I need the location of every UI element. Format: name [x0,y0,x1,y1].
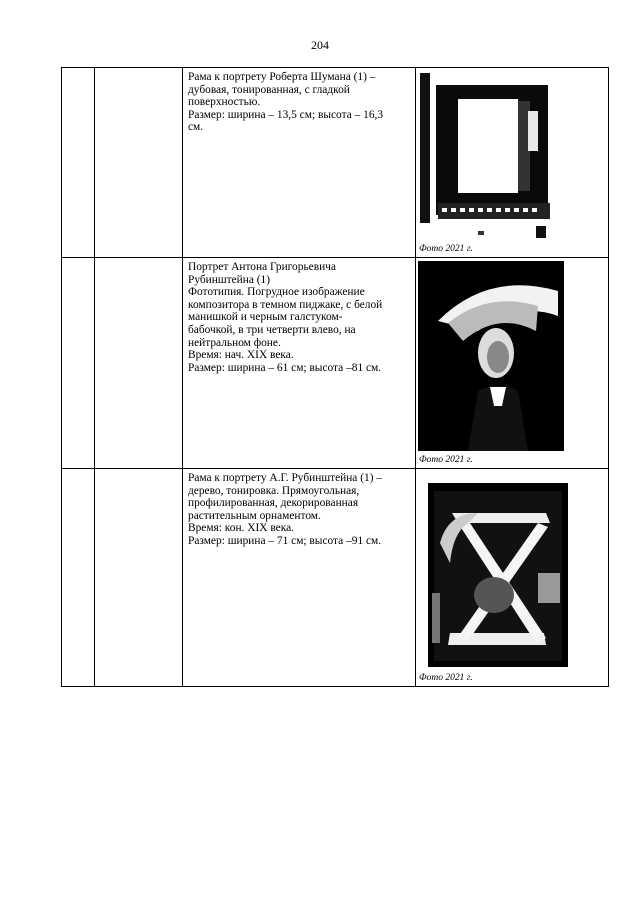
description-line: Время: кон. XIX века. [188,522,294,535]
description-cell [183,469,416,687]
description-line: см. [188,121,204,134]
description-line: Размер: ширина – 71 см; высота –91 см. [188,534,382,547]
description-cell [183,258,416,469]
description-line: Портрет Антона Григорьевича [188,261,336,273]
description-line: Рама к портрету Роберта Шумана (1) – [188,71,376,83]
description-line: профилированная, декорированная [188,497,359,510]
description-line: дубовая, тонированная, с гладкой [188,83,350,96]
photo-caption: Фото 2021 г. [419,455,473,465]
description-cell [183,68,416,258]
photo-caption: Фото 2021 г. [419,244,473,254]
description-line: поверхностью. [188,96,261,109]
code-cell [95,258,183,469]
registry-table [61,67,609,687]
page-number: 204 [311,38,329,52]
description-line: манишкой и черным галстуком- [188,311,343,324]
table-row [62,469,609,687]
number-cell [62,469,95,687]
photo-cell [416,469,609,687]
photo-cell [416,68,609,258]
code-cell [95,68,183,258]
code-cell [95,469,183,687]
frame-photo [428,483,568,667]
frame-photo [418,71,552,244]
description-line: нейтральном фоне. [188,336,281,349]
photo-cell [416,258,609,469]
portrait-photo [418,261,564,451]
table-row [62,258,609,469]
description-line: бабочкой, в три четверти влево, на [188,323,356,336]
number-cell [62,258,95,469]
description-line: растительным орнаментом. [188,509,321,522]
description-line: композитора в темном пиджаке, с белой [188,298,383,311]
number-cell [62,68,95,258]
description-line: Размер: ширина – 13,5 см; высота – 16,3 [188,108,384,121]
description-line: Рубинштейна (1) [188,273,271,286]
photo-caption: Фото 2021 г. [419,673,473,683]
table-row [62,68,609,258]
description-line: Время: нач. XIX века. [188,349,294,362]
description-line: Размер: ширина – 61 см; высота –81 см. [188,361,382,374]
description-line: дерево, тонировка. Прямоугольная, [188,484,360,497]
description-line: Рама к портрету А.Г. Рубинштейна (1) – [188,472,383,484]
description-line: Фототипия. Погрудное изображение [188,286,365,299]
